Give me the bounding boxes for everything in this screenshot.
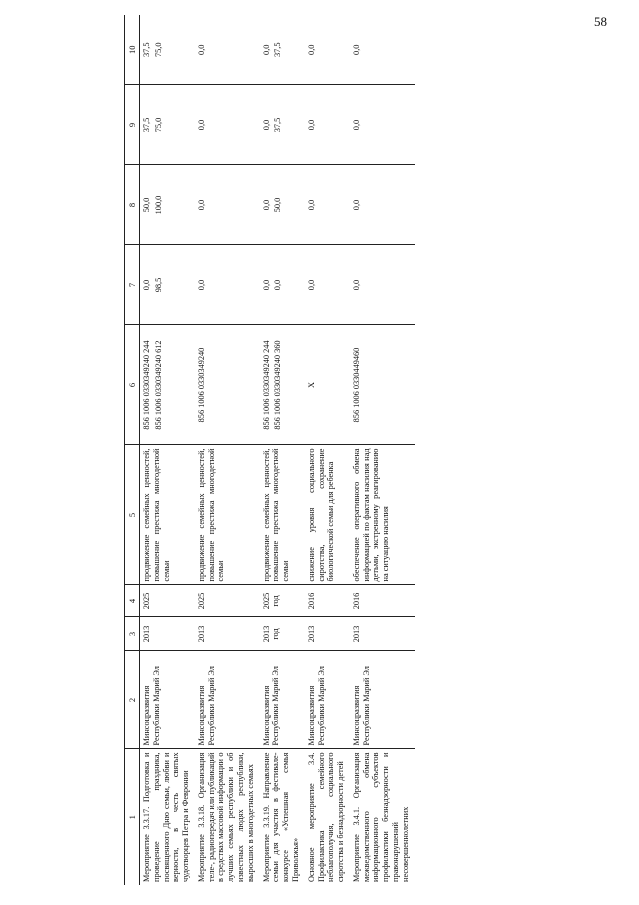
table-row [260, 15, 305, 885]
end-year-cell: 2025 [140, 585, 195, 617]
column-header: 4 [125, 585, 140, 617]
value-col9-cell-value: 75,0 [153, 117, 163, 133]
end-year-cell: 2025 год [260, 585, 305, 617]
value-col9-cell-value: 0,0 [261, 119, 271, 131]
table-row [140, 15, 195, 885]
value-col7-cell [260, 245, 305, 325]
start-year-cell: 2013 год [260, 617, 305, 651]
value-col7-cell-value: 0,0 [273, 279, 283, 291]
end-year-cell: 2016 [305, 585, 350, 617]
value-col8-cell [195, 165, 260, 245]
start-year-cell: 2013 [305, 617, 350, 651]
value-col7-cell [195, 245, 260, 325]
executor-cell: Минсоцразвития Республики Марий Эл [350, 651, 415, 749]
value-col9-cell [140, 85, 195, 165]
budget-code-cell-value: 856 1006 0330349240 244 [261, 340, 271, 430]
header-row [125, 15, 140, 885]
start-year-cell: 2013 [140, 617, 195, 651]
value-col7-cell-value: 0,0 [351, 279, 361, 291]
table-row [195, 15, 260, 885]
value-col7-cell-value: 0,0 [261, 279, 271, 291]
value-col7-cell-value: 98,5 [153, 277, 163, 293]
value-col10-cell [305, 15, 350, 85]
value-col9-cell [350, 85, 415, 165]
value-col8-cell-value: 0,0 [306, 199, 316, 211]
measure-name-cell: Мероприятие 3.3.17. Подготовка и проведение праздника, посвященного Дню семьи, любви и верности, в честь святых чудотворцев Петра и Февронии [142, 752, 191, 882]
budget-code-cell [350, 325, 415, 445]
start-year-cell: 2013 [350, 617, 415, 651]
table-body [140, 15, 415, 885]
budget-code-cell-value: 856 1006 0330349240 360 [273, 340, 283, 430]
program-measures-table [124, 15, 415, 885]
column-header: 1 [125, 749, 140, 885]
budget-code-cell-value: 856 1006 0330449460 [351, 347, 361, 423]
value-col10-cell [260, 15, 305, 85]
value-col9-cell-value: 37,5 [273, 117, 283, 133]
value-col8-cell-value: 50,0 [273, 197, 283, 213]
budget-code-cell-value: Х [306, 382, 316, 388]
column-header: 5 [125, 445, 140, 585]
value-col10-cell [195, 15, 260, 85]
column-header: 10 [125, 15, 140, 85]
value-col10-cell-value: 0,0 [196, 44, 206, 55]
value-col9-cell [305, 85, 350, 165]
rotated-table-container [124, 15, 524, 885]
column-header: 2 [125, 651, 140, 749]
budget-code-cell-value: 856 1006 0330349240 244 [142, 340, 152, 430]
budget-code-cell-value: 856 1006 0330349240 612 [153, 340, 163, 430]
measure-name-cell: Мероприятие 3.3.18. Организация теле-, радиопередач или публикаций в средствах массовой информации о лучших семьях республики и об известных людях республики, выросших в многодетных семьях [196, 752, 255, 882]
column-header: 8 [125, 165, 140, 245]
value-col9-cell-value: 0,0 [196, 119, 206, 131]
value-col10-cell-value: 37,5 [142, 42, 152, 58]
value-col8-cell [350, 165, 415, 245]
executor-cell: Минсоцразвития Республики Марий Эл [140, 651, 195, 749]
executor-cell: Минсоцразвития Республики Марий Эл [195, 651, 260, 749]
measure-name-cell: Мероприятие 3.3.19. Направление семьи для участия в фестивале-конкурсе «Успешная семья Приволжья» [261, 752, 300, 882]
table-row [305, 15, 350, 885]
value-col7-cell-value: 0,0 [306, 279, 316, 291]
value-col10-cell [140, 15, 195, 85]
value-col7-cell [140, 245, 195, 325]
column-header: 7 [125, 245, 140, 325]
value-col9-cell [260, 85, 305, 165]
start-year-cell: 2013 [195, 617, 260, 651]
column-header: 9 [125, 85, 140, 165]
value-col8-cell-value: 100,0 [153, 195, 163, 215]
value-col8-cell [305, 165, 350, 245]
value-col9-cell-value: 0,0 [351, 119, 361, 131]
value-col7-cell [350, 245, 415, 325]
end-year-cell: 2025 [195, 585, 260, 617]
column-header: 3 [125, 617, 140, 651]
executor-cell: Минсоцразвития Республики Марий Эл [260, 651, 305, 749]
value-col8-cell-value: 50,0 [142, 197, 152, 213]
value-col7-cell-value: 0,0 [196, 279, 206, 291]
value-col10-cell-value: 0,0 [261, 44, 271, 55]
value-col10-cell-value: 0,0 [351, 44, 361, 55]
table-row [350, 15, 415, 885]
budget-code-cell [305, 325, 350, 445]
value-col8-cell [140, 165, 195, 245]
value-col8-cell-value: 0,0 [351, 199, 361, 211]
expected-result-cell: снижение уровня социального сиротства, сохранение биологической семьи для ребенка [305, 445, 350, 585]
executor-cell: Минсоцразвития Республики Марий Эл [305, 651, 350, 749]
expected-result-cell: продвижение семейных ценностей, повышение престижа многодетной семьи [140, 445, 195, 585]
value-col9-cell-value: 0,0 [306, 119, 316, 131]
value-col9-cell-value: 37,5 [142, 117, 152, 133]
value-col8-cell-value: 0,0 [196, 199, 206, 211]
value-col8-cell-value: 0,0 [261, 199, 271, 211]
measure-name-cell: Основное мероприятие 3.4. Профилактика семейного неблагополучия, социального сиротства и безнадзорности детей [306, 752, 346, 882]
value-col10-cell-value: 0,0 [306, 44, 316, 55]
value-col10-cell-value: 75,0 [153, 42, 163, 58]
expected-result-cell: продвижение семейных ценностей, повышение престижа многодетной семьи [260, 445, 305, 585]
budget-code-cell [195, 325, 260, 445]
budget-code-cell [140, 325, 195, 445]
column-header: 6 [125, 325, 140, 445]
measure-name-cell: Мероприятие 3.4.1. Организация межведомственного обмена информационного субъектов профилактики безнадзорности и правонарушений несовершеннолетних [351, 752, 410, 882]
value-col10-cell-value: 37,5 [273, 42, 283, 58]
expected-result-cell: продвижение семейных ценностей, повышение престижа многодетной семьи [195, 445, 260, 585]
budget-code-cell [260, 325, 305, 445]
value-col7-cell [305, 245, 350, 325]
value-col10-cell [350, 15, 415, 85]
expected-result-cell: обеспечение оперативного обмена информацией по фактам насилия над детьми, экстренному реагированию на ситуацию насилия [350, 445, 415, 585]
page-number: 58 [594, 14, 607, 29]
value-col9-cell [195, 85, 260, 165]
value-col8-cell [260, 165, 305, 245]
budget-code-cell-value: 856 1006 0330349240 [196, 347, 206, 423]
value-col7-cell-value: 0,0 [142, 279, 152, 291]
end-year-cell: 2016 [350, 585, 415, 617]
